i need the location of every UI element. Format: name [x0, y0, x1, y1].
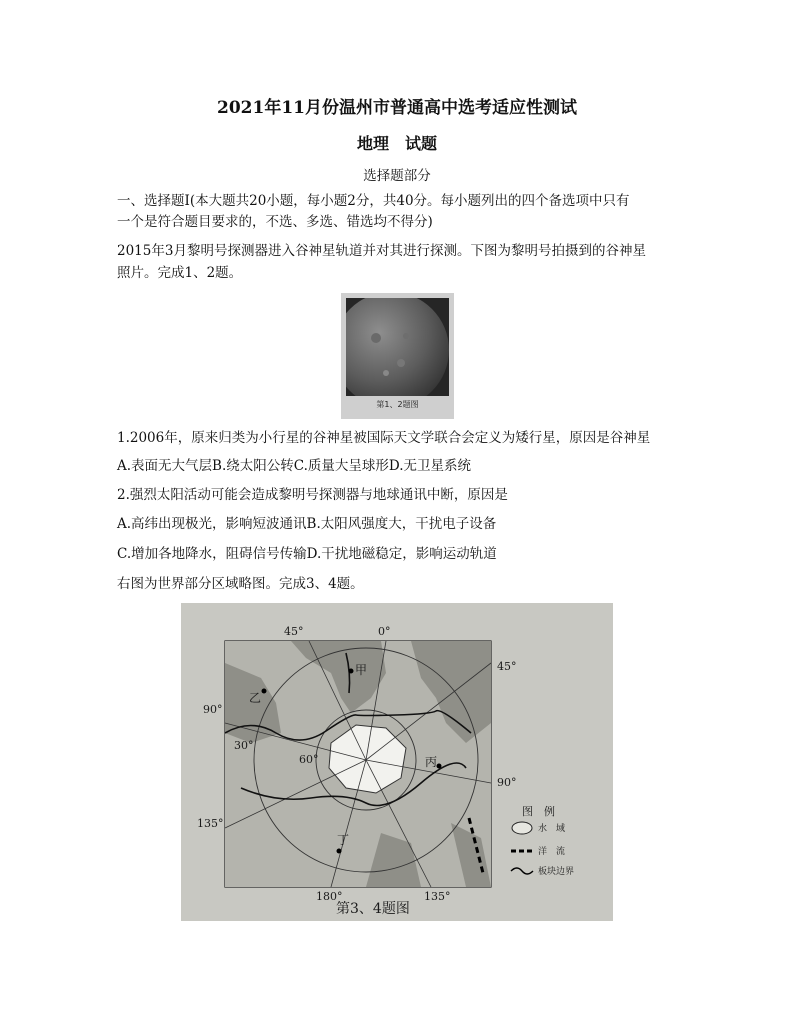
subject-title: 地理 试题: [356, 134, 437, 153]
question-2-stem: 2.强烈太阳活动可能会造成黎明号探测器与地球通讯中断，原因是: [117, 487, 508, 503]
label-ding: 丁: [337, 833, 350, 847]
legend-title: 图 例: [522, 805, 555, 818]
question-1-stem: 1.2006年，原来归类为小行星的谷神星被国际天文学联合会定义为矮行星，原因是谷神星: [117, 430, 651, 446]
label-bing: 丙: [425, 755, 438, 769]
instructions-line-2: 一个是符合题目要求的，不选、多选、错选均不得分): [117, 214, 433, 230]
legend-boundary: 板块边界: [538, 867, 575, 877]
question-2-options-ab: A.高纬出现极光，影响短波通讯B.太阳风强度大，干扰电子设备: [117, 516, 497, 532]
label-lon-0: 0°: [378, 625, 391, 638]
figure-2-caption: 第3、4题图: [336, 901, 410, 917]
label-lon-135e: 135°: [424, 890, 451, 903]
exam-title: 2021年11月份温州市普通高中选考适应性测试: [217, 98, 577, 118]
instructions-line-1: 一、选择题I(本大题共20小题，每小题2分，共40分。每小题列出的四个备选项中只有: [117, 193, 630, 209]
intro-ceres-line-2: 照片。完成1、2题。: [117, 265, 243, 281]
ceres-photo: [341, 293, 454, 419]
figure-1-caption: 第1、2题图: [376, 400, 419, 409]
label-lon-45w: 45°: [284, 625, 304, 638]
intro-map: 右图为世界部分区域略图。完成3、4题。: [117, 576, 364, 592]
section-title: 选择题部分: [363, 168, 431, 184]
legend-current: 洋 流: [538, 847, 566, 857]
intro-ceres-line-1: 2015年3月黎明号探测器进入谷神星轨道并对其进行探测。下图为黎明号拍摄到的谷神星: [117, 243, 646, 259]
label-lon-180: 180°: [316, 890, 343, 903]
question-2-options-cd: C.增加各地降水，阻碍信号传输D.干扰地磁稳定，影响运动轨道: [117, 546, 497, 562]
label-lat-60: 60°: [299, 753, 319, 766]
label-lat-30: 30°: [234, 739, 254, 752]
label-lon-90w: 90°: [203, 703, 223, 716]
question-1-options: A.表面无大气层B.绕太阳公转C.质量大呈球形D.无卫星系统: [117, 458, 472, 474]
label-lon-135w: 135°: [197, 817, 224, 830]
label-lon-45e: 45°: [497, 660, 517, 673]
label-jia: 甲: [355, 663, 368, 677]
legend-water: 水 域: [538, 824, 566, 834]
world-region-map: [181, 603, 613, 921]
label-yi: 乙: [249, 691, 262, 705]
ceres-image: [346, 298, 449, 396]
ceres-photo-frame: [346, 298, 449, 396]
label-lon-90e: 90°: [497, 776, 517, 789]
